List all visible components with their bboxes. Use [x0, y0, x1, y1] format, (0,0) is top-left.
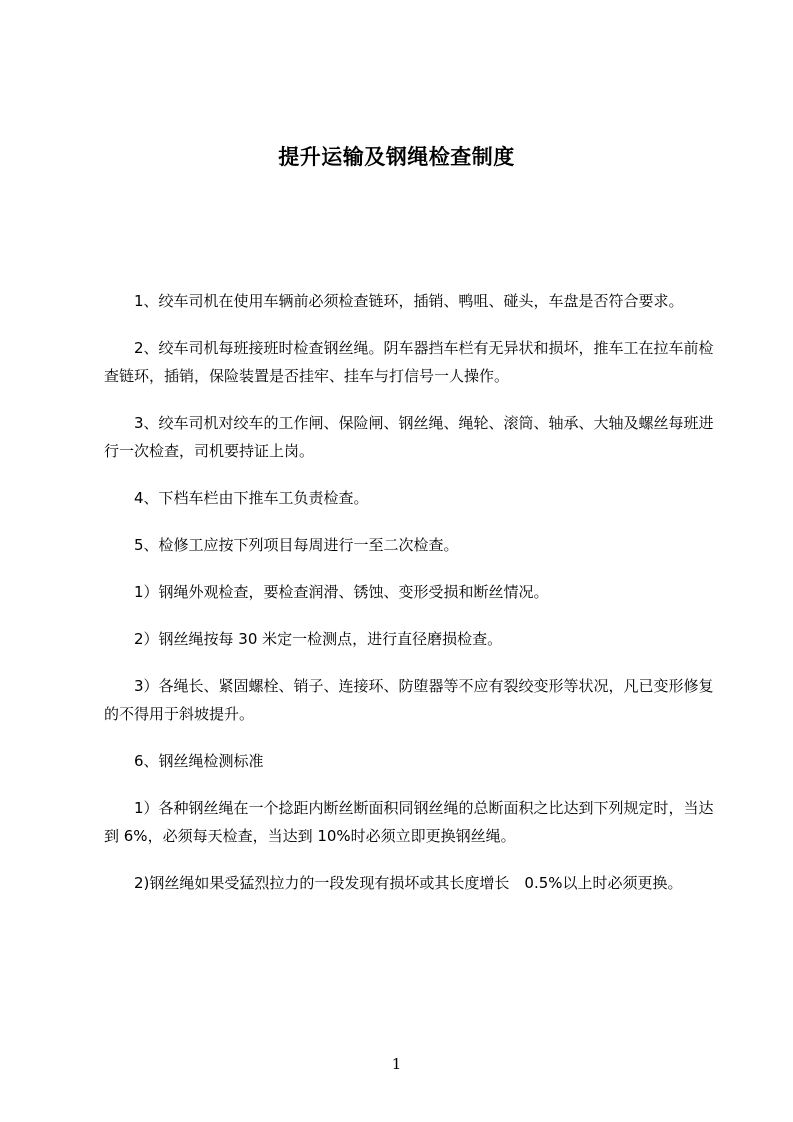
- paragraph-5-item-2: 2）钢丝绳按每 30 米定一检测点，进行直径磨损检查。: [134, 630, 503, 648]
- document-title: 提升运输及钢绳检查制度: [278, 145, 515, 169]
- paragraph-5: 5、检修工应按下列项目每周进行一至二次检查。: [134, 536, 459, 554]
- paragraph-3: 3、绞车司机对绞车的工作闸、保险闸、钢丝绳、绳轮、滚筒、轴承、大轴及螺丝每班进行一次检查，司机要持证上岗。: [104, 414, 714, 460]
- paragraph-2: 2、绞车司机每班接班时检查钢丝绳。阴车器挡车栏有无异状和损坏，推车工在拉车前检查链环，插销，保险装置是否挂牢、挂车与打信号一人操作。: [104, 339, 714, 385]
- paragraph-4: 4、下档车栏由下推车工负责检查。: [134, 489, 369, 507]
- paragraph-5-item-1: 1）钢绳外观检查，要检查润滑、锈蚀、变形受损和断丝情况。: [134, 583, 549, 601]
- paragraph-6-item-1: 1）各种钢丝绳在一个捻距内断丝断面积同钢丝绳的总断面积之比达到下列规定时，当达到 6%，必须每天检查，当达到 10%时必须立即更换钢丝绳。: [104, 799, 714, 845]
- page-number: 1: [391, 1055, 402, 1073]
- paragraph-6-item-2: 2)钢丝绳如果受猛烈拉力的一段发现有损坏或其长度增长 0.5%以上时必须更换。: [134, 874, 683, 892]
- document-body: [104, 287, 714, 897]
- paragraph-6: 6、钢丝绳检测标准: [134, 752, 264, 770]
- paragraph-1: 1、绞车司机在使用车辆前必须检查链环，插销、鸭咀、碰头，车盘是否符合要求。: [134, 292, 684, 310]
- paragraph-5-item-3: 3）各绳长、紧固螺栓、销子、连接环、防堕器等不应有裂绞变形等状况，凡已变形修复的不得用于斜坡提升。: [104, 677, 714, 723]
